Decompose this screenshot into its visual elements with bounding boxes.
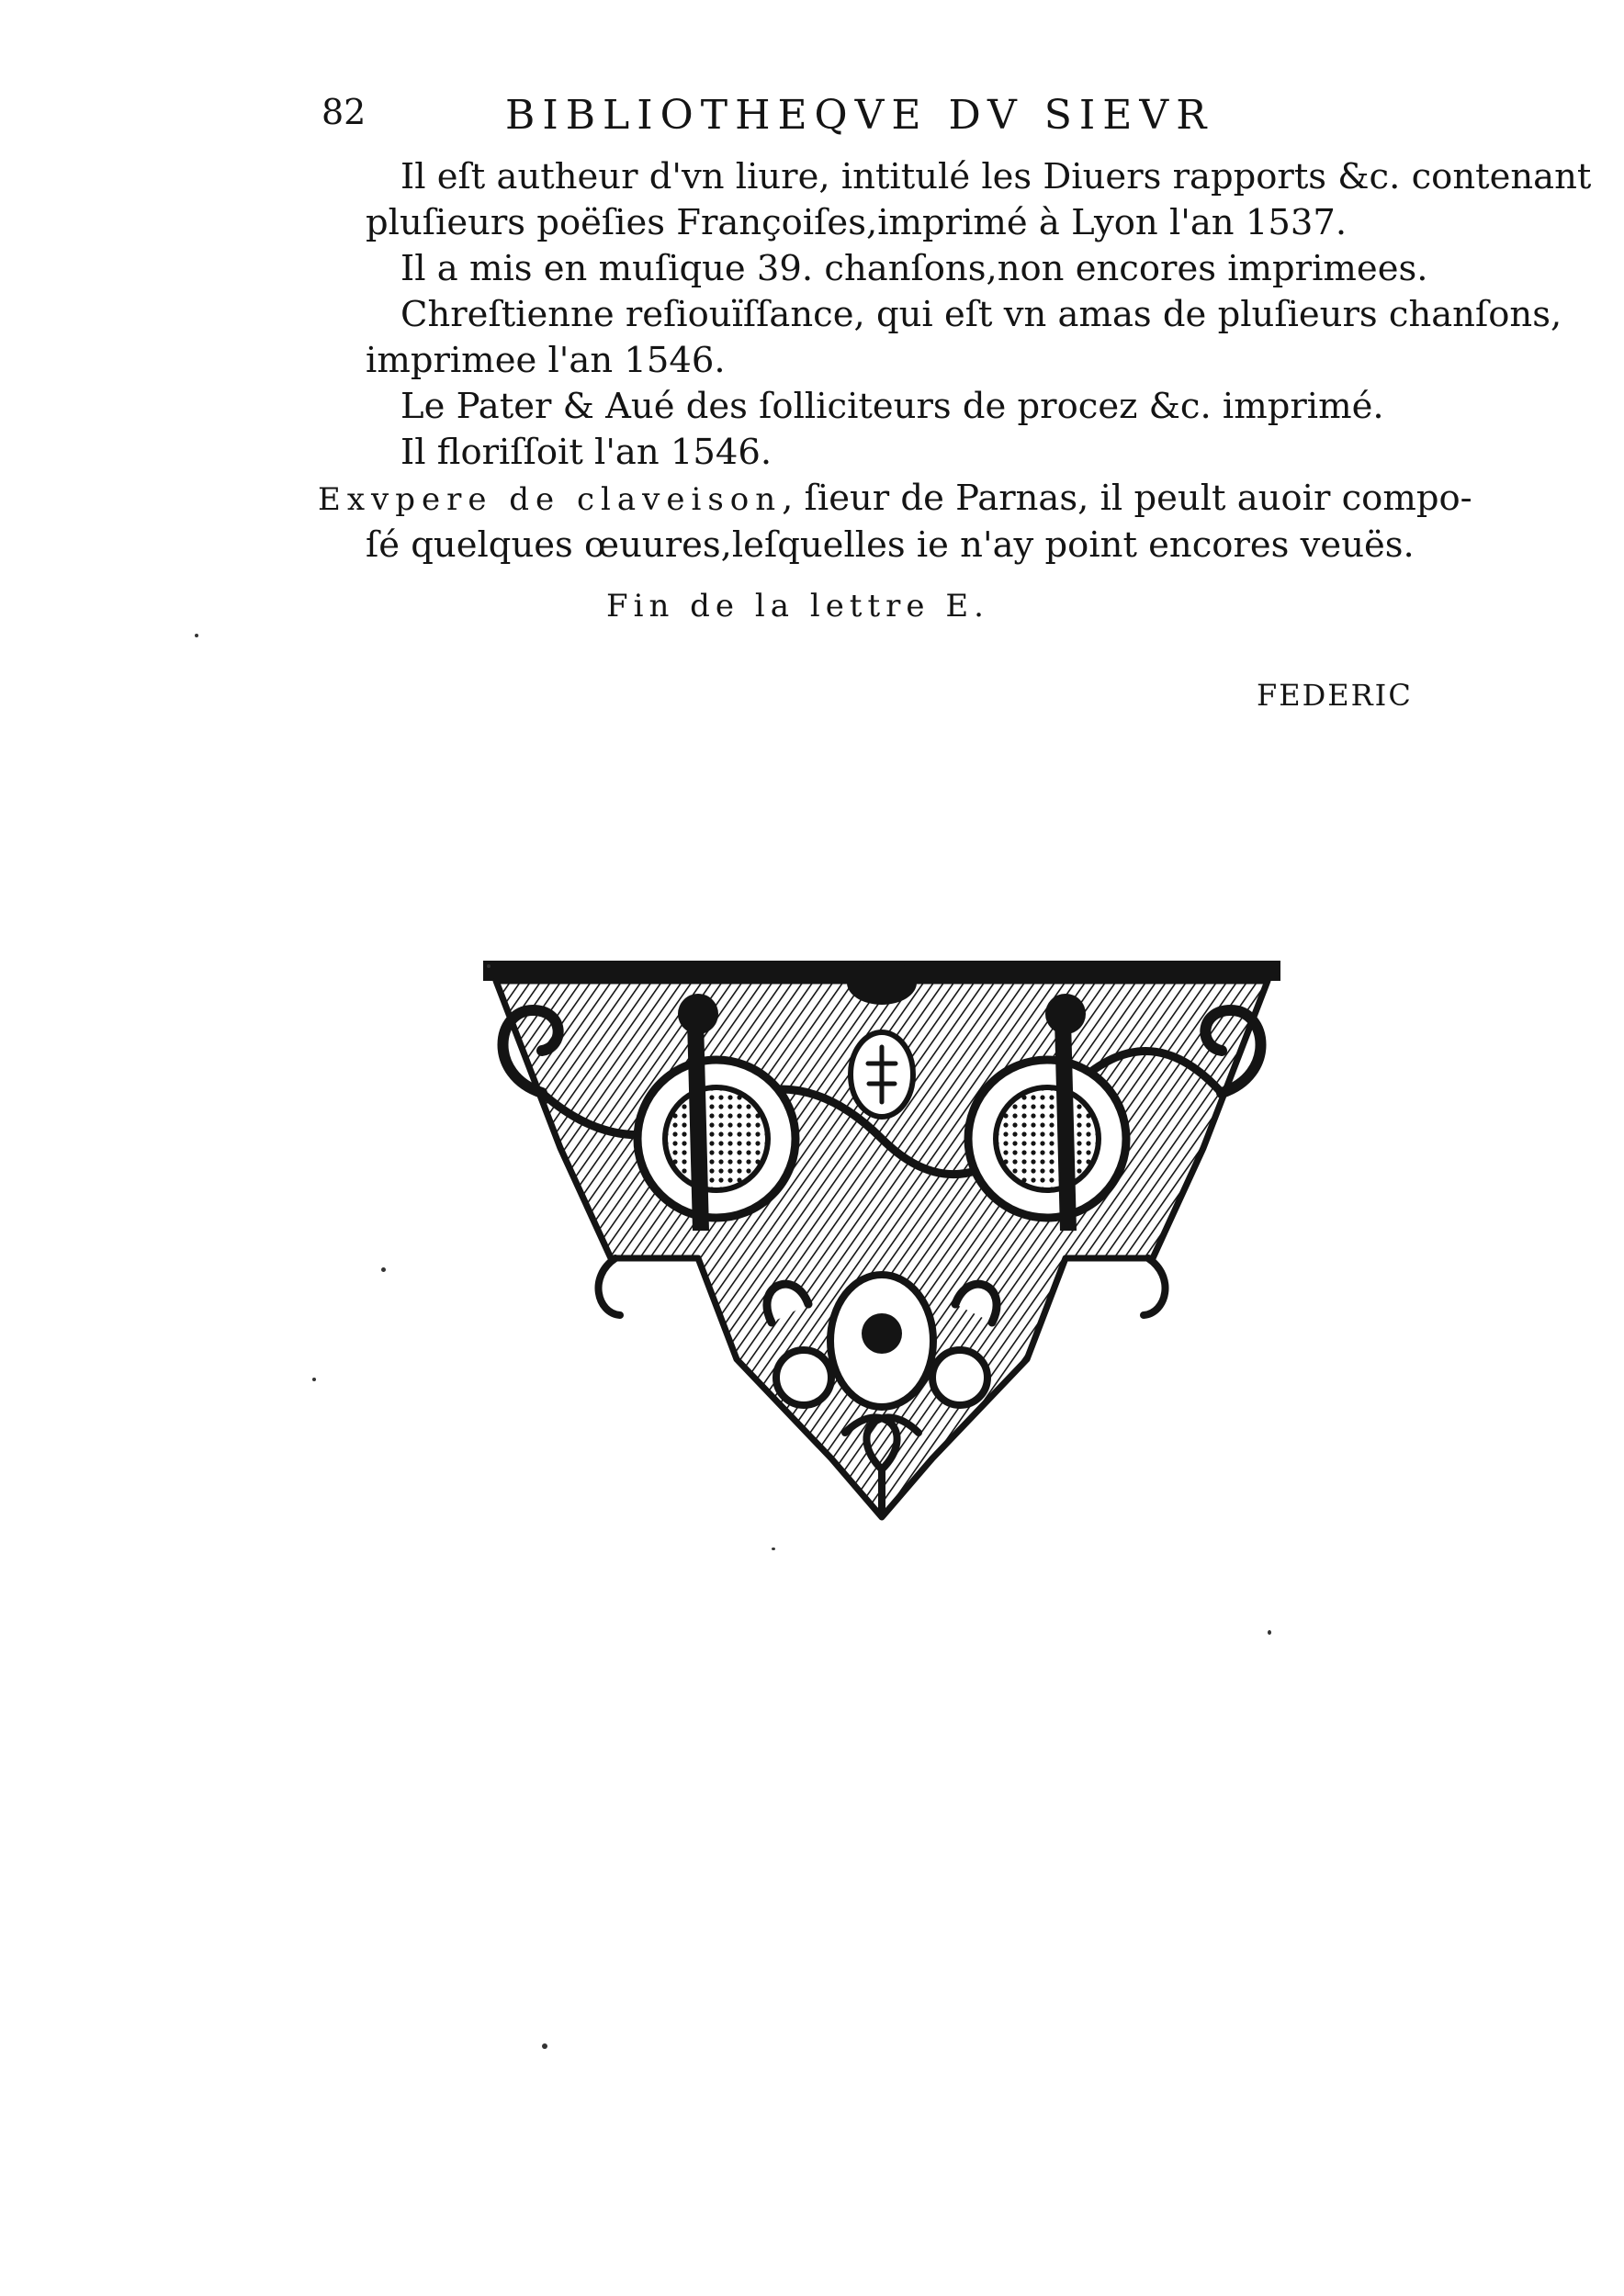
page-header [321, 92, 1396, 147]
text-line: pluſieurs poëſies Françoiſes,imprimé à Lyon l'an 1537. [366, 202, 1348, 243]
catchword: FEDERIC [1257, 678, 1413, 713]
ink-speck [542, 2043, 547, 2049]
ink-speck [312, 1378, 316, 1381]
text-line: Il a mis en muſique 39. chanſons,non encores imprimees. [400, 248, 1428, 289]
entry-text: , ſieur de Parnas, il peult auoir compo- [782, 478, 1472, 519]
ink-speck [1268, 1630, 1271, 1635]
ink-speck [487, 964, 491, 968]
page-number: 82 [321, 92, 367, 132]
ink-speck [381, 1267, 386, 1272]
text-line: ſé quelques œuures,leſquelles ie n'ay point encores veuës. [366, 524, 1415, 566]
ornamental-tailpiece [478, 955, 1286, 1525]
ink-speck [195, 634, 198, 637]
entry-heading-line [318, 476, 1472, 523]
text-line: Il floriſſoit l'an 1546. [400, 432, 773, 473]
text-line: imprimee l'an 1546. [366, 340, 726, 381]
ink-speck [772, 1548, 775, 1550]
author-name: Exvpere de claveison [318, 481, 783, 518]
text-line: Il eſt autheur d'vn liure, intitulé les Diuers rapports &c. contenant [400, 156, 1592, 197]
running-head: BIBLIOTHEQVE DV SIEVR [505, 92, 1214, 139]
text-line: Chreſtienne reſiouïſſance, qui eſt vn amas de pluſieurs chanſons, [400, 294, 1562, 335]
body-text [318, 154, 1592, 568]
text-line: Le Pater & Aué des ſolliciteurs de procez &c. imprimé. [400, 386, 1384, 427]
section-end: Fin de la lettre E. [606, 588, 989, 625]
